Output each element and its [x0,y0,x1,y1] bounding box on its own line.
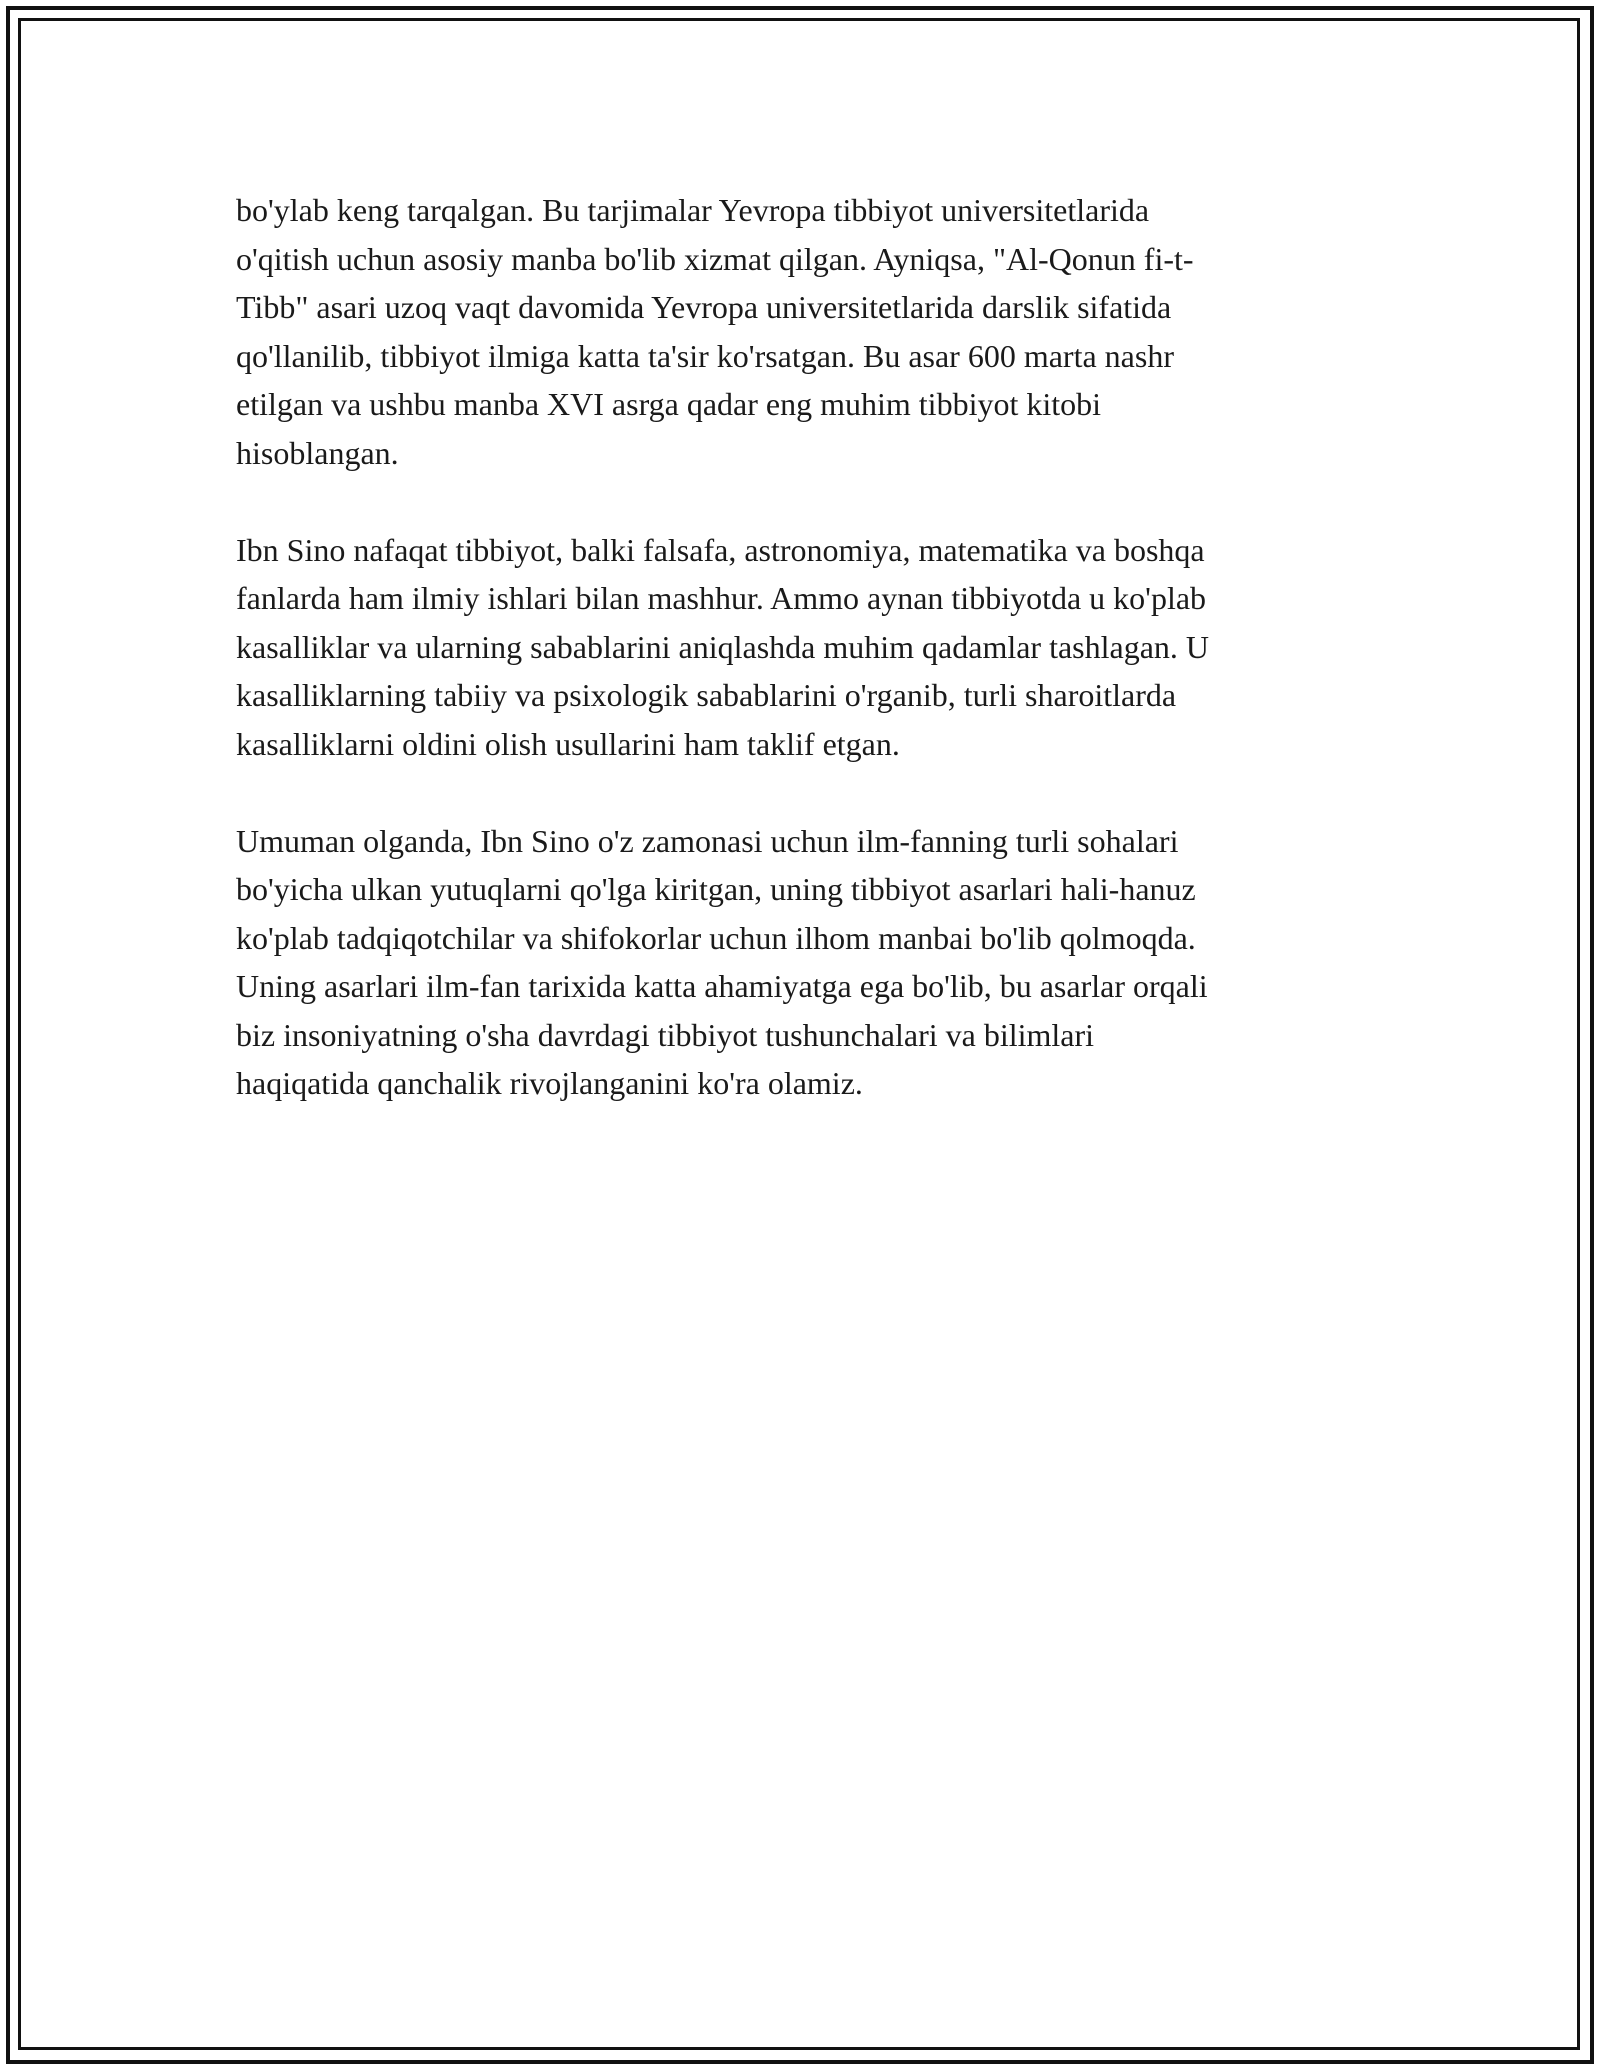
text-line: kasalliklarning tabiiy va psixologik sabablarini o'rganib, turli sharoitlarda [236,677,1177,713]
document-body [236,186,1366,1156]
text-line: biz insoniyatning o'sha davrdagi tibbiyot tushunchalari va bilimlari [236,1016,1095,1053]
text-line: bo'ylab keng tarqalgan. Bu tarjimalar Yevropa tibbiyot universitetlarida [236,192,1150,228]
text-line: kasalliklarni oldini olish usullarini ham taklif etgan. [236,725,900,762]
text-line: etilgan va ushbu manba XVI asrga qadar eng muhim tibbiyot kitobi [236,386,1102,422]
text-line: Ibn Sino nafaqat tibbiyot, balki falsafa, astronomiya, matematika va boshqa [236,531,1205,568]
text-line: Uning asarlari ilm-fan tarixida katta ahamiyatga ega bo'lib, bu asarlar orqali [236,968,1208,1004]
text-line: haqiqatida qanchalik rivojlanganini ko'ra olamiz. [236,1065,863,1101]
text-line: Tibb" asari uzoq vaqt davomida Yevropa universitetlarida darslik sifatida [236,289,1172,325]
text-line: o'qitish uchun asosiy manba bo'lib xizmat qilgan. Ayniqsa, "Al-Qonun fi-t- [236,240,1194,277]
paragraph-3 [236,817,1366,1108]
text-line: fanlarda ham ilmiy ishlari bilan mashhur. Ammo aynan tibbiyotda u ko'plab [236,580,1207,616]
text-line: Umuman olganda, Ibn Sino o'z zamonasi uchun ilm-fanning turli sohalari [236,822,1179,859]
paragraph-1 [236,186,1366,477]
text-line: qo'llanilib, tibbiyot ilmiga katta ta'sir ko'rsatgan. Bu asar 600 marta nashr [236,337,1174,374]
text-line: bo'yicha ulkan yutuqlarni qo'lga kiritgan, uning tibbiyot asarlari hali-hanuz [236,871,1196,907]
text-line: hisoblangan. [236,434,399,471]
text-line: ko'plab tadqiqotchilar va shifokorlar uchun ilhom manbai bo'lib qolmoqda. [236,919,1196,956]
paragraph-2 [236,526,1366,769]
text-line: kasalliklar va ularning sabablarini aniqlashda muhim qadamlar tashlagan. U [236,628,1210,665]
